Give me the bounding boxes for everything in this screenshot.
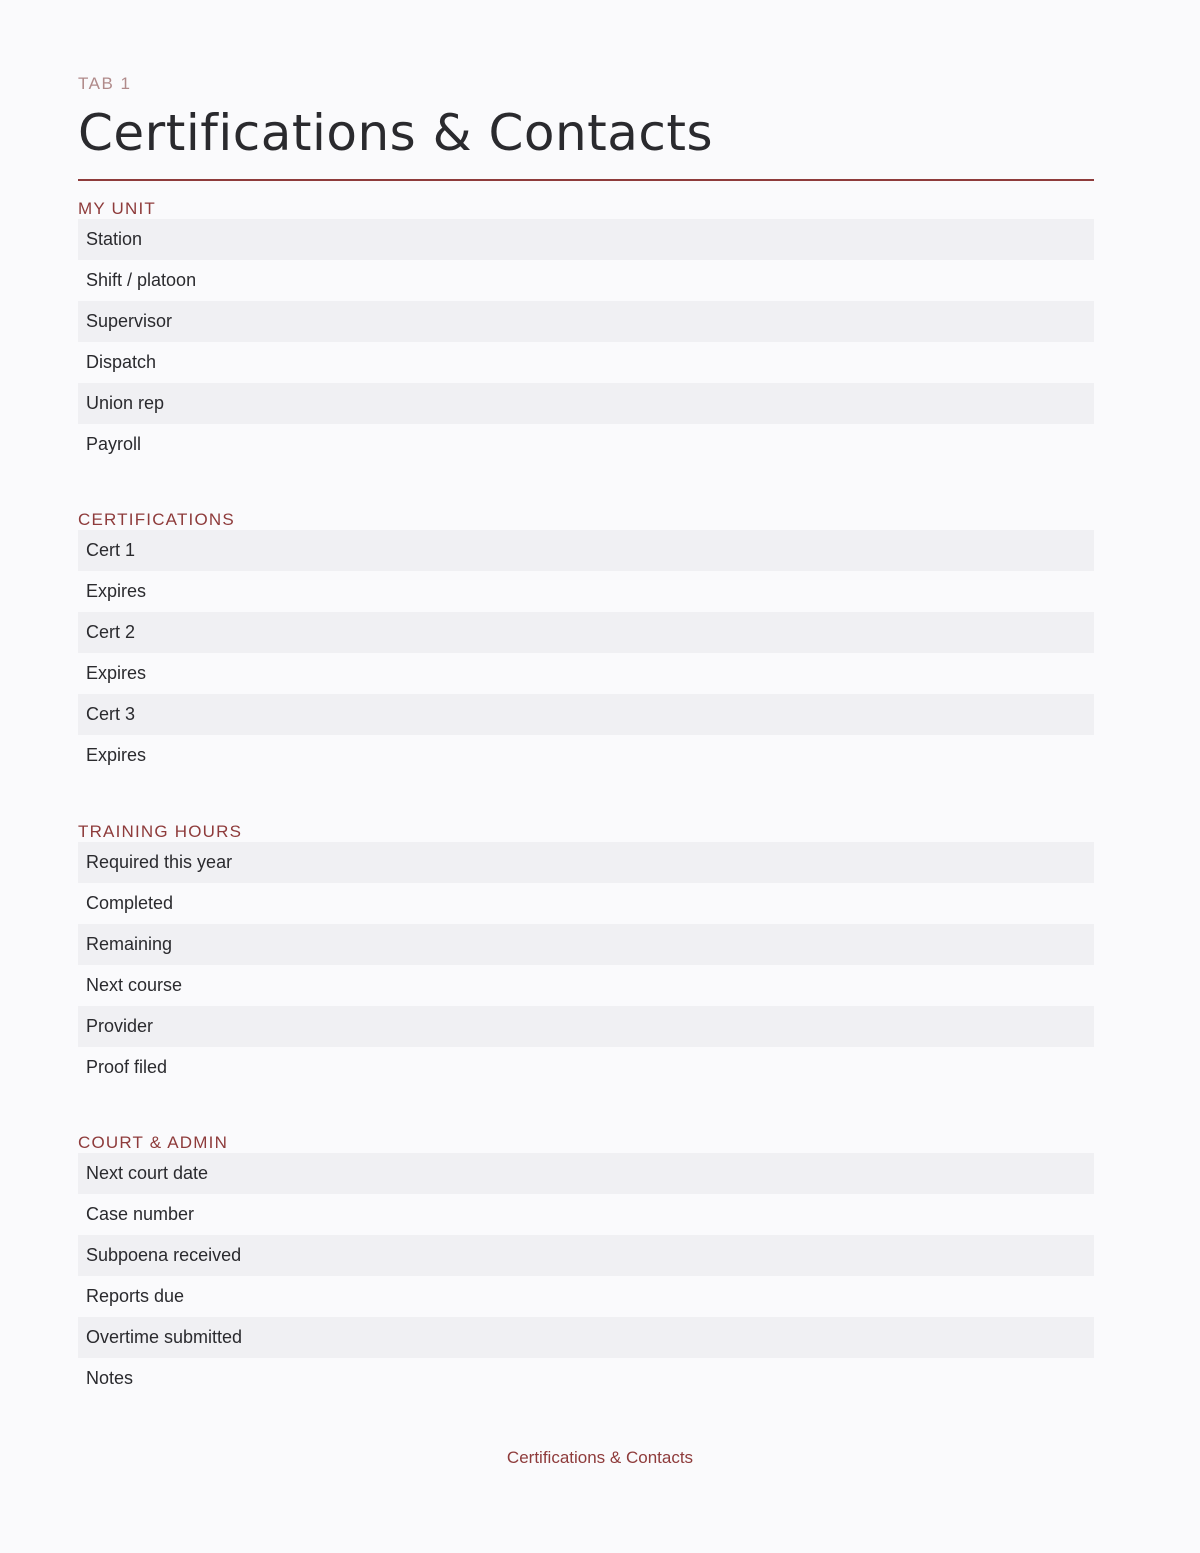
field-row: Provider (78, 1006, 1094, 1047)
page-footer: Certifications & Contacts (506, 1448, 694, 1467)
field-row: Shift / platoon (86, 270, 197, 290)
field-row: Next course (86, 975, 183, 995)
field-row: Remaining (78, 924, 1094, 965)
section-my-unit (78, 198, 1094, 465)
field-row: Next court date (78, 1153, 1094, 1194)
field-list (78, 530, 1094, 776)
section-heading: MY UNIT (78, 199, 156, 218)
field-row: Completed (86, 893, 174, 913)
section-heading: CERTIFICATIONS (78, 510, 235, 529)
section-court-admin (78, 1132, 1094, 1399)
field-row: Payroll (86, 434, 142, 454)
field-row: Notes (86, 1368, 134, 1388)
field-list (78, 1153, 1094, 1399)
field-row: Subpoena received (78, 1235, 1094, 1276)
page-title: Certifications & Contacts (78, 104, 714, 162)
field-row: Expires (86, 581, 147, 601)
section-heading: COURT & ADMIN (78, 1133, 229, 1152)
field-row: Expires (86, 745, 147, 765)
field-list (78, 219, 1094, 465)
field-row: Supervisor (78, 301, 1094, 342)
title-divider (78, 179, 1094, 181)
field-row: Union rep (78, 383, 1094, 424)
field-row: Overtime submitted (78, 1317, 1094, 1358)
field-row: Reports due (86, 1286, 185, 1306)
section-certifications (78, 509, 1094, 776)
field-row: Station (78, 219, 1094, 260)
section-training-hours (78, 821, 1094, 1088)
tab-label: TAB 1 (78, 74, 132, 93)
field-row: Cert 3 (78, 694, 1094, 735)
field-row: Proof filed (86, 1057, 168, 1077)
field-list (78, 842, 1094, 1088)
field-row: Cert 1 (78, 530, 1094, 571)
field-row: Expires (86, 663, 147, 683)
section-heading: TRAINING HOURS (78, 822, 243, 841)
field-row: Required this year (78, 842, 1094, 883)
field-row: Case number (86, 1204, 195, 1224)
field-row: Cert 2 (78, 612, 1094, 653)
field-row: Dispatch (86, 352, 157, 372)
